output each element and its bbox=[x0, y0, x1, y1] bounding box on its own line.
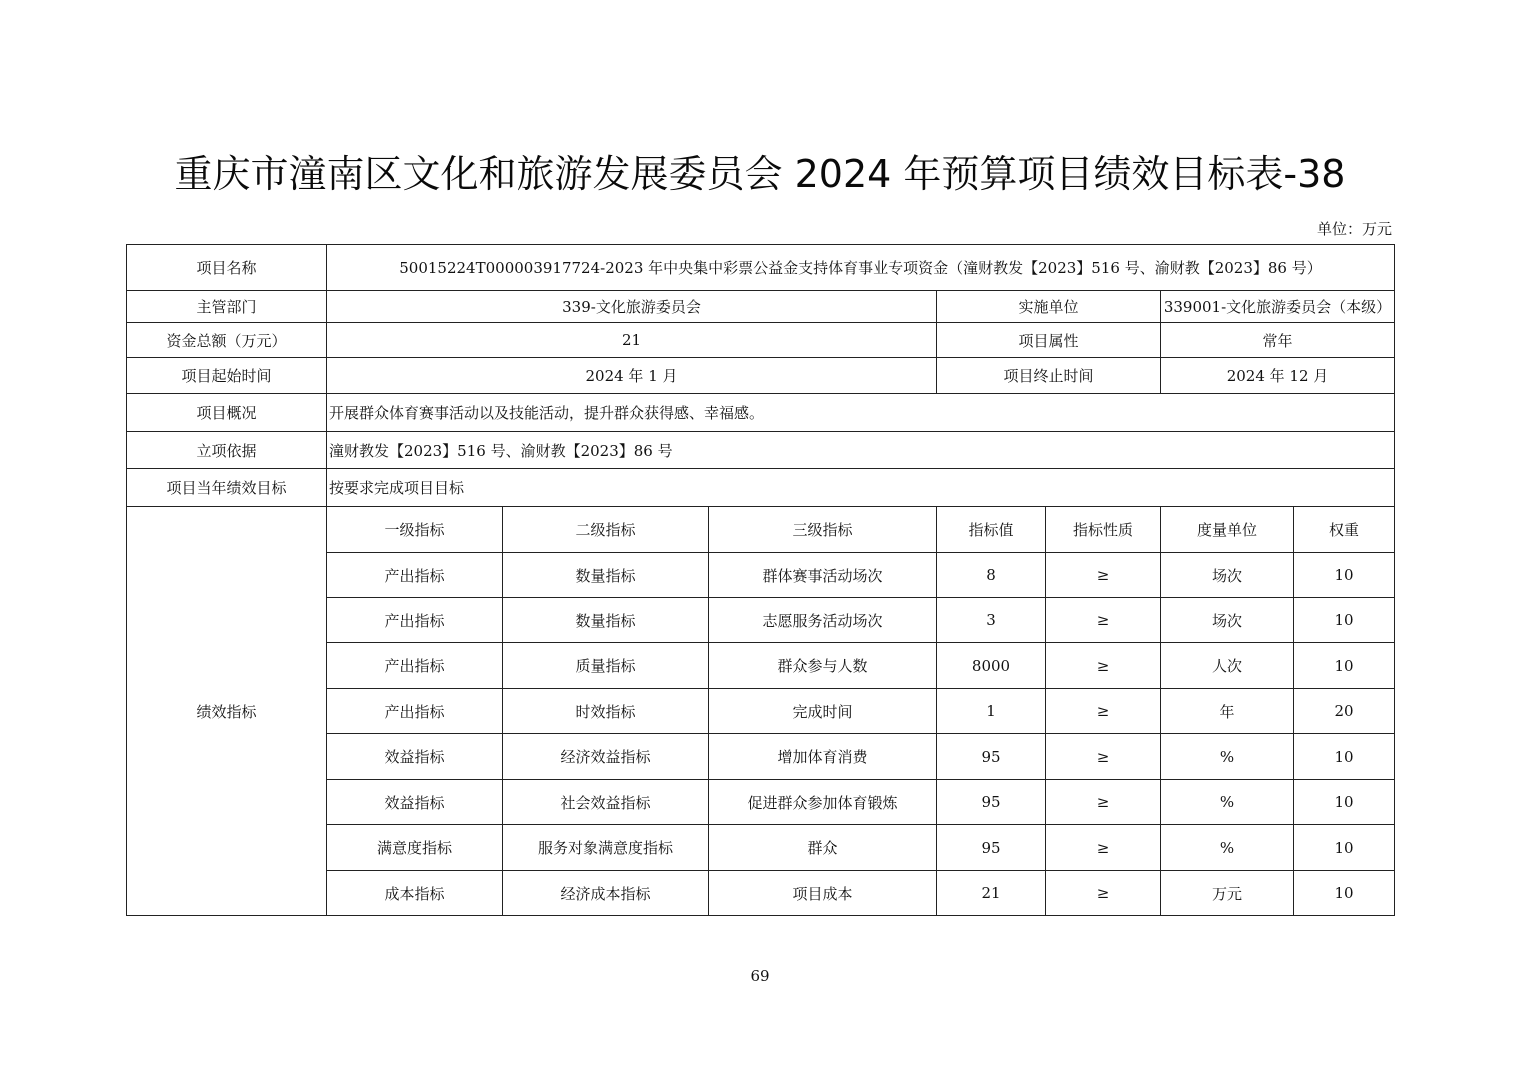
level1-cell: 效益指标 bbox=[327, 780, 503, 825]
page-number: 69 bbox=[750, 967, 770, 985]
level3-cell: 群体赛事活动场次 bbox=[709, 553, 937, 598]
nature-cell: ≥ bbox=[1046, 643, 1161, 689]
value-cell: 8 bbox=[937, 553, 1046, 598]
value-cell: 8000 bbox=[937, 643, 1046, 689]
basis-value: 潼财教发【2023】516 号、渝财教【2023】86 号 bbox=[327, 432, 1395, 469]
performance-target-table bbox=[126, 244, 1395, 916]
project-name-value: 50015224T000003917724-2023 年中央集中彩票公益金支持体育事业专项资金（潼财教发【2023】516 号、渝财教【2023】86 号） bbox=[327, 245, 1395, 291]
basis-label: 立项依据 bbox=[127, 432, 327, 469]
page-title: 重庆市潼南区文化和旅游发展委员会 2024 年预算项目绩效目标表-38 bbox=[174, 152, 1346, 196]
level3-cell: 项目成本 bbox=[709, 871, 937, 916]
annual-goal-value: 按要求完成项目目标 bbox=[327, 469, 1395, 507]
annual-goal-row bbox=[127, 469, 1395, 507]
value-cell: 21 bbox=[937, 871, 1046, 916]
level2-cell: 服务对象满意度指标 bbox=[503, 825, 709, 871]
weight-cell: 10 bbox=[1294, 871, 1395, 916]
unit-cell: % bbox=[1161, 734, 1294, 780]
unit-note: 单位：万元 bbox=[1316, 220, 1392, 238]
project-attribute-value: 常年 bbox=[1161, 323, 1395, 358]
indicator-header-row bbox=[127, 507, 1395, 553]
level2-cell: 社会效益指标 bbox=[503, 780, 709, 825]
level3-cell: 群众 bbox=[709, 825, 937, 871]
end-time-label: 项目终止时间 bbox=[937, 358, 1161, 394]
nature-cell: ≥ bbox=[1046, 734, 1161, 780]
level2-cell: 质量指标 bbox=[503, 643, 709, 689]
weight-cell: 10 bbox=[1294, 734, 1395, 780]
weight-cell: 10 bbox=[1294, 598, 1395, 643]
header-value: 指标值 bbox=[937, 507, 1046, 553]
level1-cell: 成本指标 bbox=[327, 871, 503, 916]
level1-cell: 产出指标 bbox=[327, 643, 503, 689]
total-funds-value: 21 bbox=[327, 323, 937, 358]
unit-cell: % bbox=[1161, 780, 1294, 825]
implementing-unit-label: 实施单位 bbox=[937, 291, 1161, 323]
level2-cell: 经济效益指标 bbox=[503, 734, 709, 780]
header-unit: 度量单位 bbox=[1161, 507, 1294, 553]
level1-cell: 满意度指标 bbox=[327, 825, 503, 871]
nature-cell: ≥ bbox=[1046, 780, 1161, 825]
level1-cell: 效益指标 bbox=[327, 734, 503, 780]
nature-cell: ≥ bbox=[1046, 689, 1161, 734]
level3-cell: 促进群众参加体育锻炼 bbox=[709, 780, 937, 825]
department-row bbox=[127, 291, 1395, 323]
overview-row bbox=[127, 394, 1395, 432]
level1-cell: 产出指标 bbox=[327, 689, 503, 734]
overview-label: 项目概况 bbox=[127, 394, 327, 432]
basis-row bbox=[127, 432, 1395, 469]
department-value: 339-文化旅游委员会 bbox=[327, 291, 937, 323]
indicators-section-label: 绩效指标 bbox=[127, 507, 327, 916]
end-time-value: 2024 年 12 月 bbox=[1161, 358, 1395, 394]
nature-cell: ≥ bbox=[1046, 871, 1161, 916]
level2-cell: 经济成本指标 bbox=[503, 871, 709, 916]
unit-cell: 万元 bbox=[1161, 871, 1294, 916]
weight-cell: 20 bbox=[1294, 689, 1395, 734]
start-time-value: 2024 年 1 月 bbox=[327, 358, 937, 394]
start-time-label: 项目起始时间 bbox=[127, 358, 327, 394]
value-cell: 95 bbox=[937, 825, 1046, 871]
level3-cell: 增加体育消费 bbox=[709, 734, 937, 780]
level2-cell: 时效指标 bbox=[503, 689, 709, 734]
level3-cell: 群众参与人数 bbox=[709, 643, 937, 689]
value-cell: 95 bbox=[937, 780, 1046, 825]
project-attribute-label: 项目属性 bbox=[937, 323, 1161, 358]
level2-cell: 数量指标 bbox=[503, 553, 709, 598]
weight-cell: 10 bbox=[1294, 825, 1395, 871]
value-cell: 3 bbox=[937, 598, 1046, 643]
period-row bbox=[127, 358, 1395, 394]
level1-cell: 产出指标 bbox=[327, 553, 503, 598]
funds-row bbox=[127, 323, 1395, 358]
nature-cell: ≥ bbox=[1046, 825, 1161, 871]
weight-cell: 10 bbox=[1294, 643, 1395, 689]
nature-cell: ≥ bbox=[1046, 553, 1161, 598]
annual-goal-label: 项目当年绩效目标 bbox=[127, 469, 327, 507]
project-name-label: 项目名称 bbox=[127, 245, 327, 291]
department-label: 主管部门 bbox=[127, 291, 327, 323]
unit-cell: 场次 bbox=[1161, 553, 1294, 598]
header-weight: 权重 bbox=[1294, 507, 1395, 553]
header-level3: 三级指标 bbox=[709, 507, 937, 553]
header-nature: 指标性质 bbox=[1046, 507, 1161, 553]
total-funds-label: 资金总额（万元） bbox=[127, 323, 327, 358]
value-cell: 95 bbox=[937, 734, 1046, 780]
header-level2: 二级指标 bbox=[503, 507, 709, 553]
implementing-unit-value: 339001-文化旅游委员会（本级） bbox=[1161, 291, 1395, 323]
level3-cell: 完成时间 bbox=[709, 689, 937, 734]
nature-cell: ≥ bbox=[1046, 598, 1161, 643]
level1-cell: 产出指标 bbox=[327, 598, 503, 643]
project-name-row bbox=[127, 245, 1395, 291]
unit-cell: 人次 bbox=[1161, 643, 1294, 689]
weight-cell: 10 bbox=[1294, 553, 1395, 598]
overview-value: 开展群众体育赛事活动以及技能活动，提升群众获得感、幸福感。 bbox=[327, 394, 1395, 432]
level3-cell: 志愿服务活动场次 bbox=[709, 598, 937, 643]
value-cell: 1 bbox=[937, 689, 1046, 734]
header-level1: 一级指标 bbox=[327, 507, 503, 553]
level2-cell: 数量指标 bbox=[503, 598, 709, 643]
unit-cell: 年 bbox=[1161, 689, 1294, 734]
unit-cell: 场次 bbox=[1161, 598, 1294, 643]
weight-cell: 10 bbox=[1294, 780, 1395, 825]
unit-cell: % bbox=[1161, 825, 1294, 871]
